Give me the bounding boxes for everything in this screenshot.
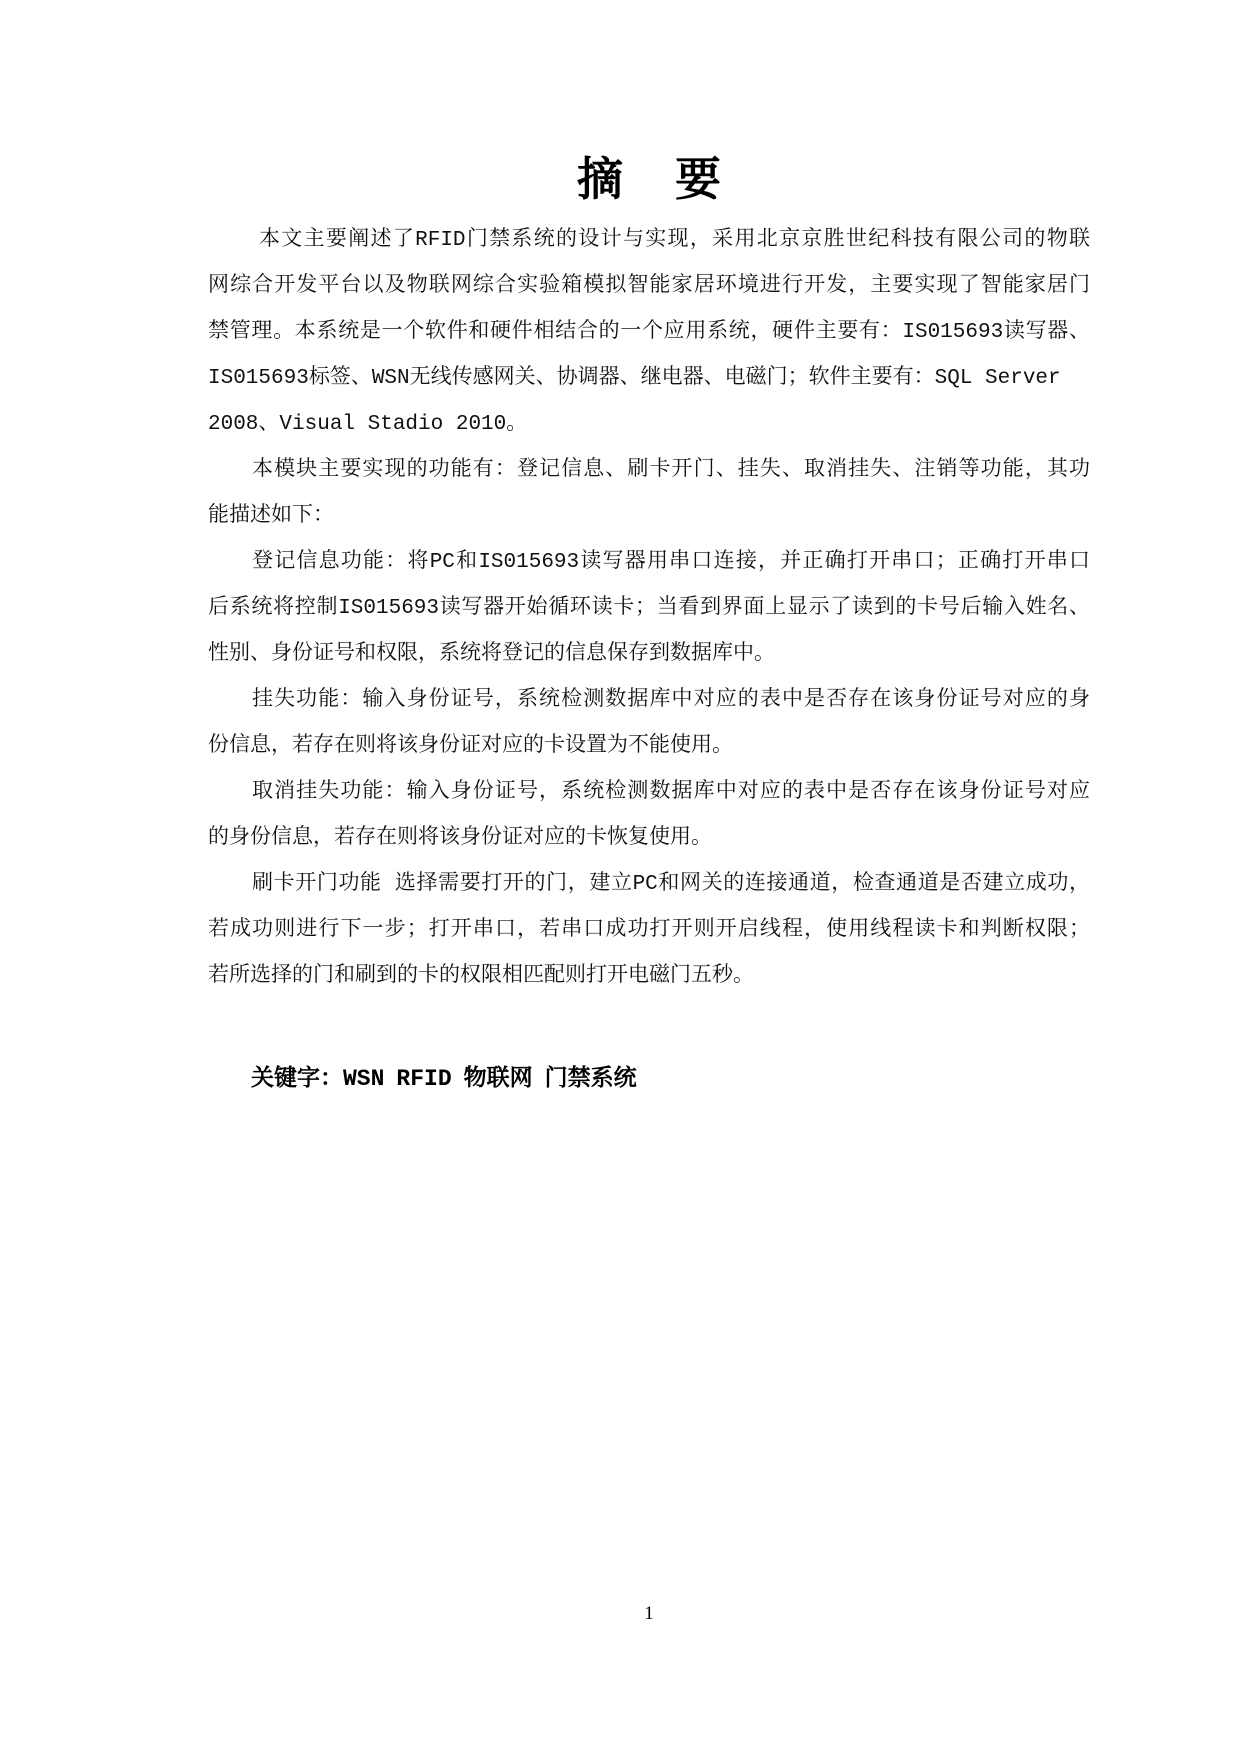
abstract-title: 摘 要 (576, 152, 721, 206)
paragraph-line: 刷卡开门功能 选择需要打开的门，建立PC和网关的连接通道，检查通道是否建立成功， (252, 873, 1090, 896)
paragraph-line: 的身份信息，若存在则将该身份证对应的卡恢复使用。 (208, 827, 712, 850)
paragraph-line: 登记信息功能：将PC和IS015693读写器用串口连接，并正确打开串口；正确打开串口 (252, 551, 1090, 574)
keyword-item: 物联网 (463, 1066, 533, 1092)
paragraph-line: 本文主要阐述了RFID门禁系统的设计与实现，采用北京京胜世纪科技有限公司的物联 (259, 229, 1090, 252)
paragraph-line: 本模块主要实现的功能有：登记信息、刷卡开门、挂失、取消挂失、注销等功能，其功 (252, 459, 1090, 482)
abstract-paragraph (208, 448, 1090, 540)
keyword-item: 门禁系统 (544, 1066, 637, 1092)
keywords-line (251, 1056, 637, 1102)
paragraph-line: IS015693标签、WSN无线传感网关、协调器、继电器、电磁门；软件主要有：SQL Server (208, 367, 1061, 390)
paragraph-line: 禁管理。本系统是一个软件和硬件相结合的一个应用系统，硬件主要有：IS015693读写器、 (208, 321, 1090, 344)
abstract-paragraph (208, 540, 1090, 678)
paragraph-line: 份信息，若存在则将该身份证对应的卡设置为不能使用。 (208, 735, 733, 758)
paragraph-line: 挂失功能：输入身份证号，系统检测数据库中对应的表中是否存在该身份证号对应的身 (252, 689, 1090, 712)
paragraph-line: 性别、身份证号和权限，系统将登记的信息保存到数据库中。 (208, 643, 775, 666)
abstract-body (208, 218, 1090, 1000)
abstract-paragraph (208, 678, 1090, 770)
page-number: 1 (644, 1603, 654, 1624)
abstract-paragraph (208, 770, 1090, 862)
paragraph-line: 若所选择的门和刷到的卡的权限相匹配则打开电磁门五秒。 (208, 965, 754, 988)
paragraph-line: 后系统将控制IS015693读写器开始循环读卡；当看到界面上显示了读到的卡号后输入姓名、 (208, 597, 1090, 620)
paragraph-line: 网综合开发平台以及物联网综合实验箱模拟智能家居环境进行开发，主要实现了智能家居门 (208, 275, 1090, 298)
keywords-label: 关键字： (251, 1066, 343, 1092)
paragraph-line: 若成功则进行下一步；打开串口，若串口成功打开则开启线程，使用线程读卡和判断权限； (208, 919, 1090, 942)
keyword-item: RFID (396, 1066, 452, 1092)
abstract-paragraph (208, 218, 1090, 448)
paragraph-line: 取消挂失功能：输入身份证号，系统检测数据库中对应的表中是否存在该身份证号对应 (252, 781, 1090, 804)
abstract-paragraph (208, 862, 1090, 1000)
paragraph-line: 2008、Visual Stadio 2010。 (208, 413, 528, 436)
paragraph-line: 能描述如下： (208, 505, 334, 528)
keyword-item: WSN (343, 1066, 385, 1092)
